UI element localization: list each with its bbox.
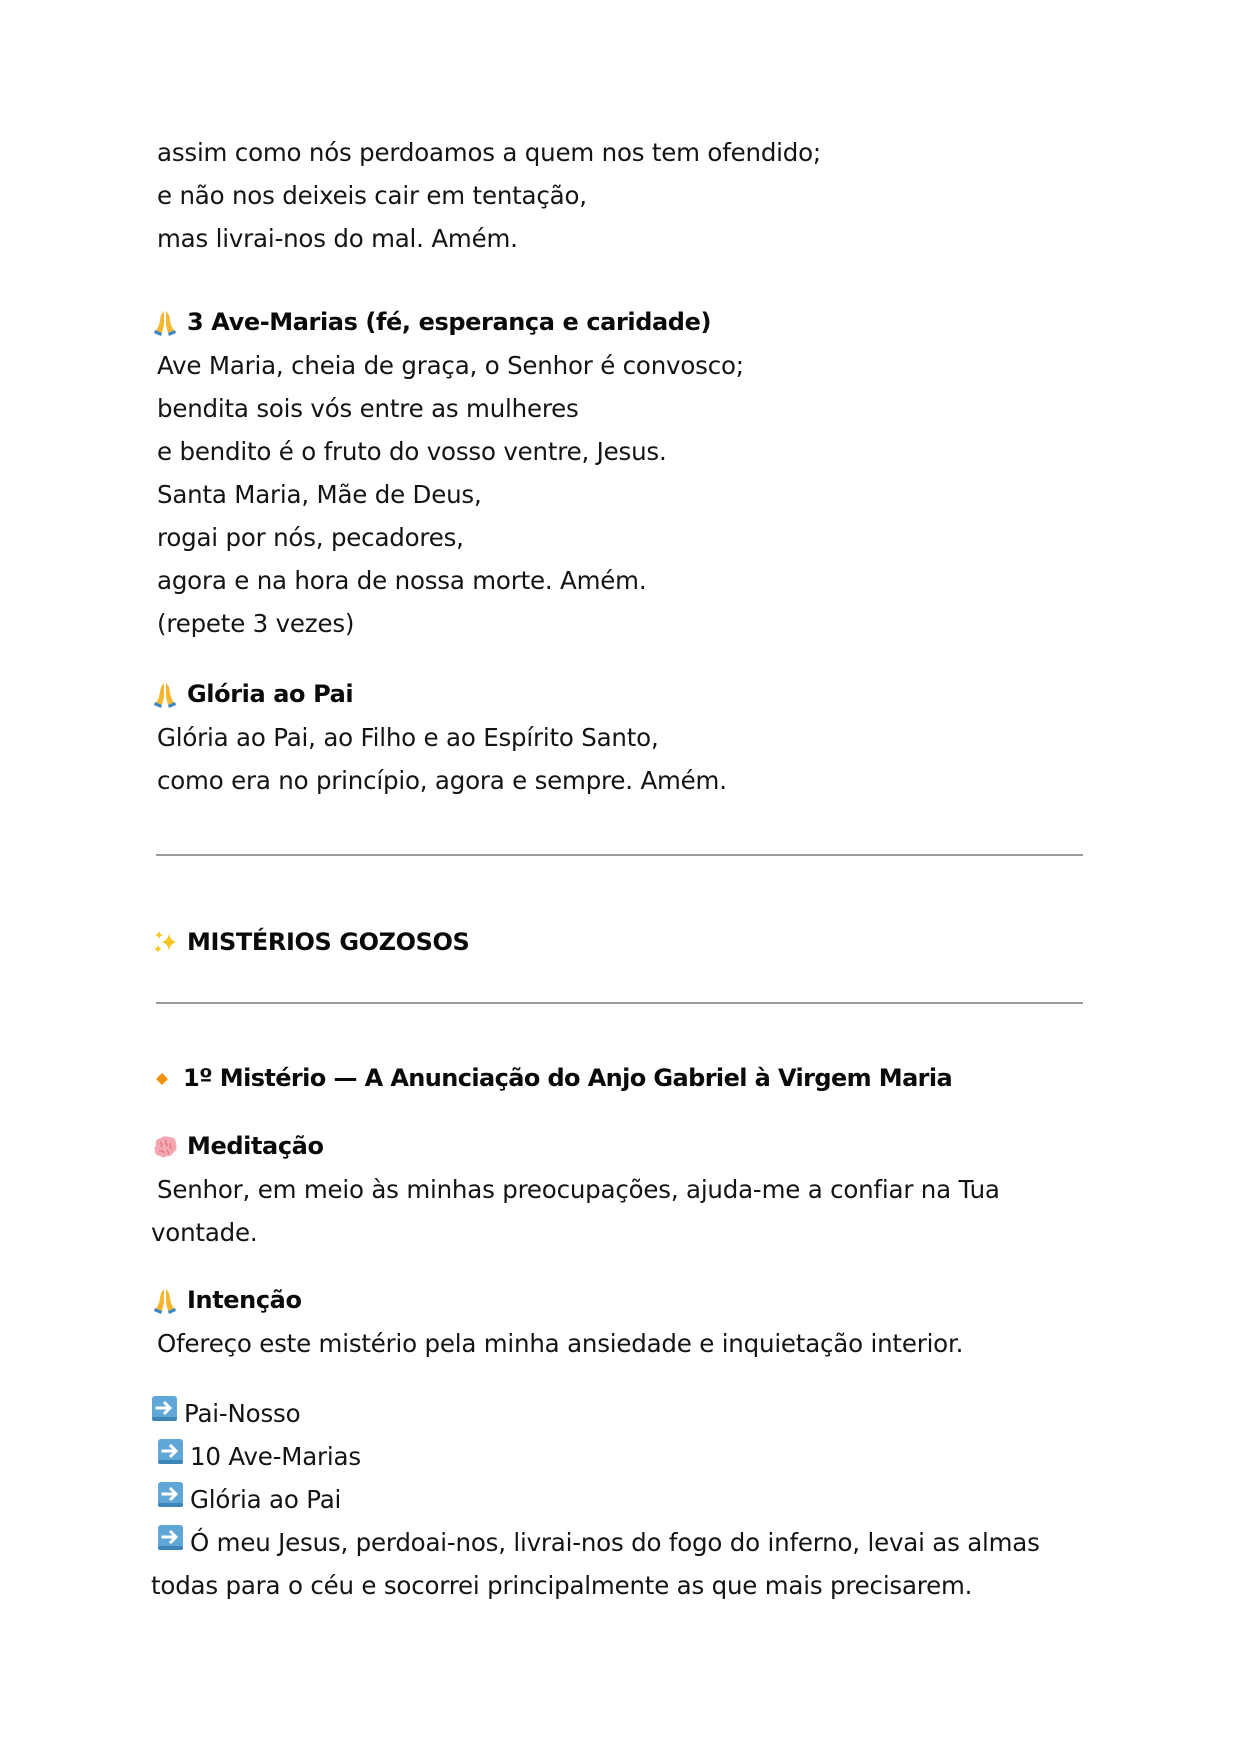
section-heading bbox=[151, 921, 1091, 964]
prayer-line: agora e na hora de nossa morte. Amém. bbox=[157, 566, 647, 595]
praying-hands-icon bbox=[151, 1287, 179, 1315]
ave-marias-heading bbox=[151, 301, 1091, 344]
repeat-note: (repete 3 vezes) bbox=[157, 609, 355, 638]
section-title: MISTÉRIOS GOZOSOS bbox=[187, 928, 470, 956]
meditation-heading bbox=[151, 1125, 1111, 1168]
intention-text: Ofereço este mistério pela minha ansiedade e inquietação interior. bbox=[157, 1329, 964, 1358]
brain-icon bbox=[151, 1133, 179, 1161]
step-item bbox=[151, 1392, 1111, 1435]
prayer-line: Ave Maria, cheia de graça, o Senhor é convosco; bbox=[157, 351, 744, 380]
right-arrow-icon bbox=[157, 1521, 184, 1548]
section-divider bbox=[156, 1002, 1083, 1004]
step-item bbox=[151, 1435, 1111, 1478]
right-arrow-icon bbox=[157, 1478, 184, 1505]
prayer-line: e bendito é o fruto do vosso ventre, Jesus. bbox=[157, 437, 667, 466]
praying-hands-icon bbox=[151, 681, 179, 709]
step-label: Pai-Nosso bbox=[184, 1399, 301, 1428]
orange-diamond-icon bbox=[151, 1065, 173, 1093]
prayer-line: e não nos deixeis cair em tentação, bbox=[157, 181, 587, 210]
intention-title: Intenção bbox=[187, 1286, 302, 1314]
mystery-title: 1º Mistério — A Anunciação do Anjo Gabriel à Virgem Maria bbox=[183, 1064, 953, 1092]
pai-nosso-end-block bbox=[151, 131, 1091, 260]
prayer-line: rogai por nós, pecadores, bbox=[157, 523, 464, 552]
step-continuation: todas para o céu e socorrei principalmente as que mais precisarem. bbox=[151, 1571, 973, 1600]
intention-block bbox=[151, 1279, 1111, 1365]
right-arrow-icon bbox=[157, 1435, 184, 1462]
ave-marias-title: 3 Ave-Marias (fé, esperança e caridade) bbox=[187, 308, 712, 336]
section-divider bbox=[156, 854, 1083, 856]
prayer-line: mas livrai-nos do mal. Amém. bbox=[157, 224, 518, 253]
step-label: Ó meu Jesus, perdoai-nos, livrai-nos do fogo do inferno, levai as almas bbox=[190, 1528, 1040, 1557]
praying-hands-icon bbox=[151, 309, 179, 337]
sparkles-icon bbox=[151, 929, 179, 957]
prayer-line: bendita sois vós entre as mulheres bbox=[157, 394, 579, 423]
ave-marias-block bbox=[151, 301, 1091, 645]
gloria-heading bbox=[151, 673, 1091, 716]
intention-heading bbox=[151, 1279, 1111, 1322]
step-item bbox=[151, 1478, 1111, 1521]
meditation-title: Meditação bbox=[187, 1132, 324, 1160]
gloria-block bbox=[151, 673, 1091, 802]
gloria-title: Glória ao Pai bbox=[187, 680, 354, 708]
mystery-heading bbox=[151, 1057, 1111, 1100]
steps-list bbox=[151, 1392, 1111, 1607]
prayer-line: Santa Maria, Mãe de Deus, bbox=[157, 480, 482, 509]
prayer-line: Glória ao Pai, ao Filho e ao Espírito Santo, bbox=[157, 723, 659, 752]
step-item bbox=[151, 1521, 1111, 1564]
step-label: 10 Ave-Marias bbox=[190, 1442, 361, 1471]
prayer-line: assim como nós perdoamos a quem nos tem ofendido; bbox=[157, 138, 821, 167]
meditation-block bbox=[151, 1125, 1111, 1254]
meditation-text: Senhor, em meio às minhas preocupações, ajuda-me a confiar na Tua bbox=[157, 1175, 1000, 1204]
prayer-line: como era no princípio, agora e sempre. Amém. bbox=[157, 766, 727, 795]
mystery-heading-block bbox=[151, 1057, 1111, 1100]
meditation-text-continuation: vontade. bbox=[151, 1218, 258, 1247]
step-label: Glória ao Pai bbox=[190, 1485, 342, 1514]
section-heading-block bbox=[151, 921, 1091, 964]
right-arrow-icon bbox=[151, 1392, 178, 1419]
